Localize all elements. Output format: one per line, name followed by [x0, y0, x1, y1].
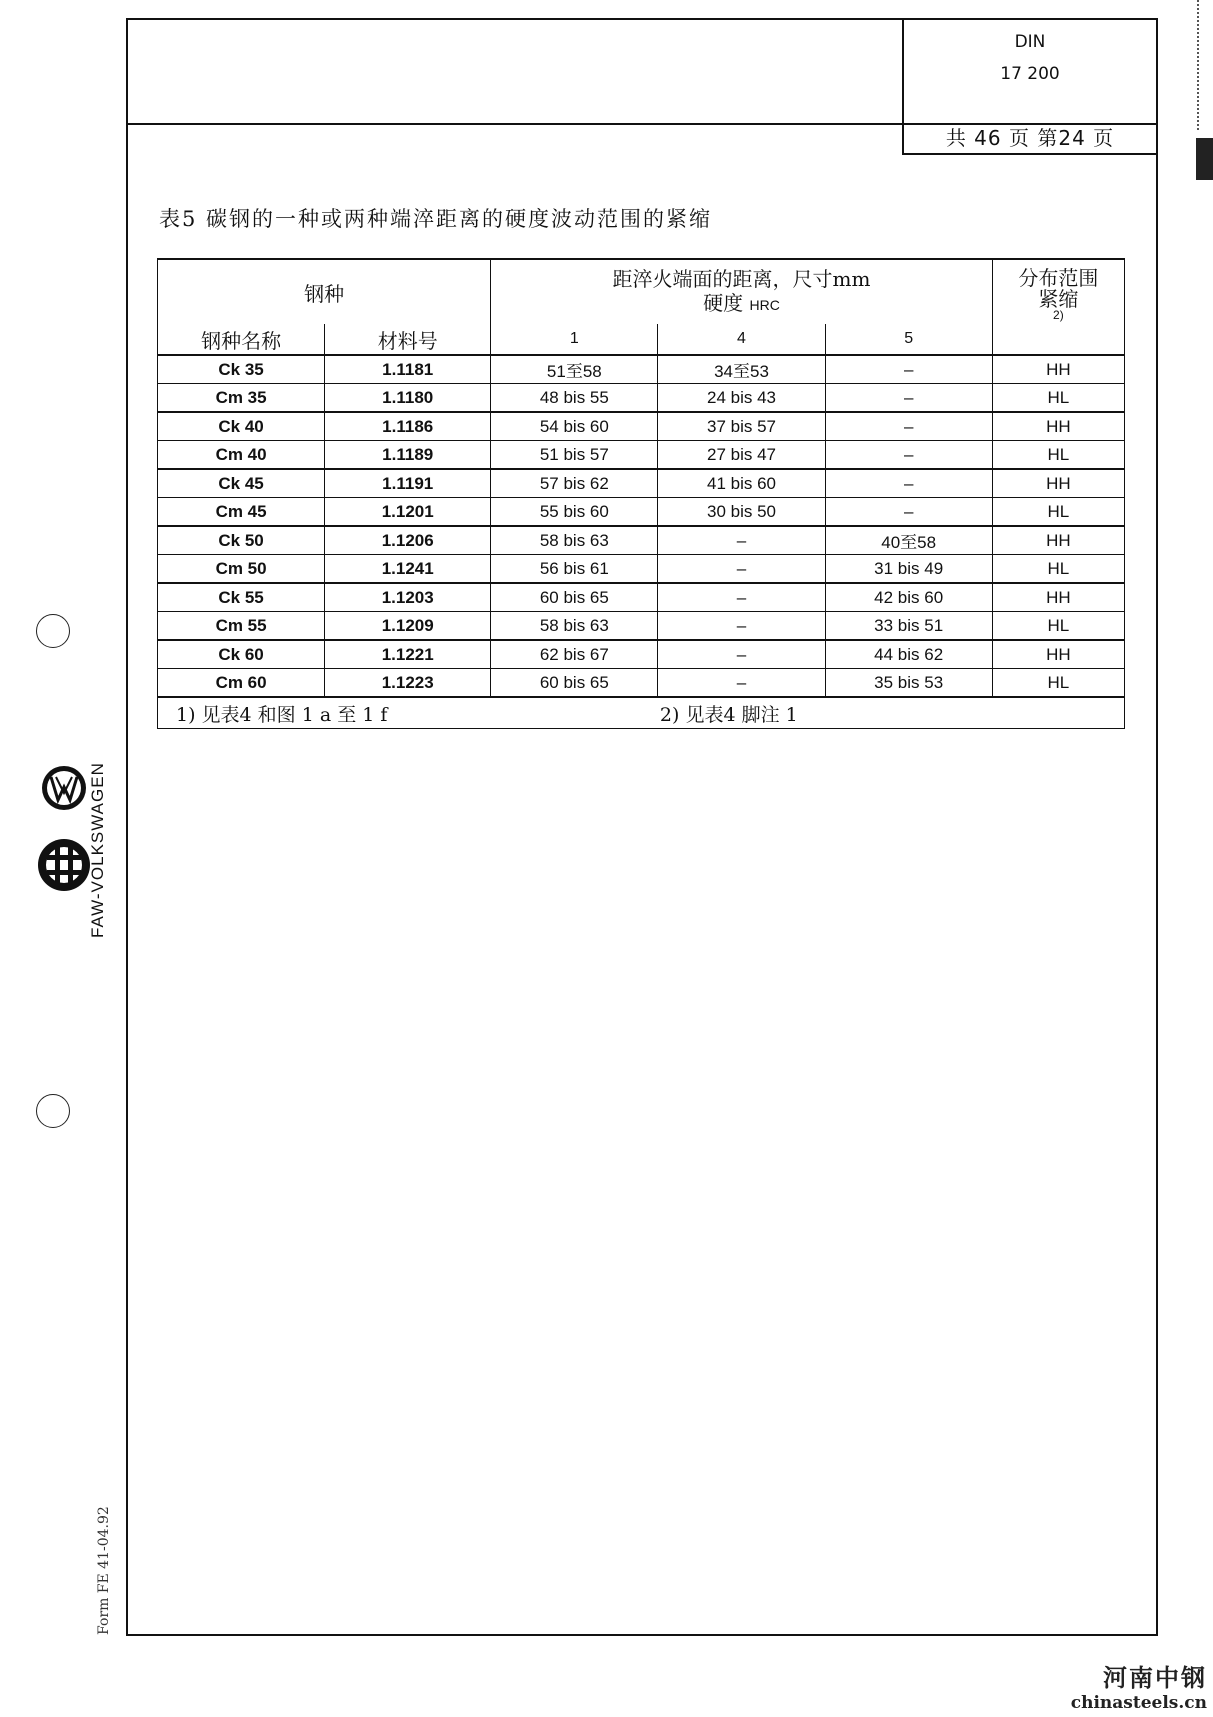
distance-1-cell: 60 bis 65: [491, 669, 658, 698]
table-row: [158, 526, 1125, 555]
table-row: [158, 498, 1125, 527]
distance-5-cell: –: [825, 412, 992, 441]
distance-4-cell: 30 bis 50: [658, 498, 825, 527]
din-number: 17 200: [1000, 64, 1060, 84]
watermark-line1: 河南中钢: [1103, 1663, 1207, 1692]
distance-4-cell: 41 bis 60: [658, 469, 825, 498]
spread-cell: HH: [992, 469, 1124, 498]
material-no-cell: 1.1186: [325, 412, 491, 441]
spread-cell: HH: [992, 526, 1124, 555]
steel-name-cell: Ck 60: [158, 640, 325, 669]
hardness-table: [157, 258, 1125, 729]
distance-4-cell: –: [658, 640, 825, 669]
footnote-1: 1) 见表4 和图 1 a 至 1 f: [158, 697, 658, 729]
distance-4-cell: 37 bis 57: [658, 412, 825, 441]
distance-5-cell: –: [825, 384, 992, 413]
steel-name-cell: Ck 35: [158, 355, 325, 384]
steel-name-cell: Ck 40: [158, 412, 325, 441]
footnote-2: 2) 见表4 脚注 1: [658, 697, 1125, 729]
form-code: Form FE 41-04.92: [96, 1506, 112, 1635]
material-no-cell: 1.1223: [325, 669, 491, 698]
table-row: [158, 583, 1125, 612]
distance-4-cell: –: [658, 583, 825, 612]
table-row: [158, 355, 1125, 384]
distance-4-cell: –: [658, 555, 825, 584]
steel-type-header: 钢种: [158, 259, 491, 324]
din-standard: [904, 26, 1156, 90]
spread-cell: HH: [992, 412, 1124, 441]
distance-4-cell: –: [658, 612, 825, 641]
spread-line2: 紧缩: [1038, 287, 1079, 311]
table-row: [158, 412, 1125, 441]
spread-header: [992, 259, 1124, 355]
steel-name-cell: Ck 45: [158, 469, 325, 498]
spread-cell: HH: [992, 355, 1124, 384]
scan-edge-mark: [1197, 0, 1209, 130]
brand-text: FAW-VOLKSWAGEN: [88, 762, 107, 938]
distance-1-cell: 58 bis 63: [491, 612, 658, 641]
material-no-cell: 1.1180: [325, 384, 491, 413]
table-title: 表5 碳钢的一种或两种端淬距离的硬度波动范围的紧缩: [159, 207, 713, 231]
spread-cell: HH: [992, 583, 1124, 612]
spread-line1: 分布范围: [1018, 266, 1099, 290]
distance-5-cell: –: [825, 498, 992, 527]
spread-note: 2): [1053, 308, 1064, 322]
din-label: DIN: [1014, 32, 1046, 52]
scan-edge-bar: [1196, 138, 1213, 180]
distance-1-cell: 48 bis 55: [491, 384, 658, 413]
distance-1-cell: 57 bis 62: [491, 469, 658, 498]
distance-5-cell: 33 bis 51: [825, 612, 992, 641]
distance-4-cell: 27 bis 47: [658, 441, 825, 470]
table-row: [158, 469, 1125, 498]
distance-5-cell: 35 bis 53: [825, 669, 992, 698]
distance-5-cell: –: [825, 469, 992, 498]
steel-name-cell: Cm 35: [158, 384, 325, 413]
table-row: [158, 669, 1125, 698]
table-row: [158, 612, 1125, 641]
table-row: [158, 384, 1125, 413]
distance-5-cell: 31 bis 49: [825, 555, 992, 584]
binder-hole-top: [36, 614, 70, 648]
distance-5-cell: –: [825, 355, 992, 384]
steel-name-cell: Ck 55: [158, 583, 325, 612]
spread-cell: HL: [992, 384, 1124, 413]
material-no-cell: 1.1241: [325, 555, 491, 584]
spread-cell: HL: [992, 441, 1124, 470]
watermark: [1071, 1658, 1207, 1713]
distance-5-cell: 44 bis 62: [825, 640, 992, 669]
steel-name-cell: Cm 50: [158, 555, 325, 584]
distance-4-header: 4: [658, 324, 825, 355]
distance-1-cell: 51 bis 57: [491, 441, 658, 470]
steel-name-cell: Cm 60: [158, 669, 325, 698]
table-row: [158, 640, 1125, 669]
distance-4-cell: 34至53: [658, 355, 825, 384]
distance-1-cell: 55 bis 60: [491, 498, 658, 527]
distance-1-header: 1: [491, 324, 658, 355]
distance-header: [491, 259, 993, 324]
distance-1-cell: 58 bis 63: [491, 526, 658, 555]
distance-4-cell: 24 bis 43: [658, 384, 825, 413]
hrc-label: HRC: [749, 297, 780, 313]
steel-name-cell: Cm 45: [158, 498, 325, 527]
material-no-cell: 1.1203: [325, 583, 491, 612]
page-info: 共 46 页 第24 页: [945, 126, 1115, 150]
spread-cell: HL: [992, 669, 1124, 698]
distance-4-cell: –: [658, 669, 825, 698]
distance-1-cell: 60 bis 65: [491, 583, 658, 612]
material-no-cell: 1.1209: [325, 612, 491, 641]
distance-1-cell: 62 bis 67: [491, 640, 658, 669]
spread-cell: HL: [992, 612, 1124, 641]
spread-cell: HL: [992, 555, 1124, 584]
material-no-cell: 1.1181: [325, 355, 491, 384]
distance-title: 距淬火端面的距离，尺寸mm: [612, 267, 871, 291]
distance-5-header: 5: [825, 324, 992, 355]
hardness-label: 硬度: [703, 291, 744, 315]
distance-1-cell: 54 bis 60: [491, 412, 658, 441]
material-no-cell: 1.1221: [325, 640, 491, 669]
din-header-box: [902, 20, 1156, 155]
spread-cell: HH: [992, 640, 1124, 669]
material-no-header: 材料号: [325, 324, 491, 355]
steel-name-cell: Cm 40: [158, 441, 325, 470]
distance-1-cell: 51至58: [491, 355, 658, 384]
steel-name-header: 钢种名称: [158, 324, 325, 355]
material-no-cell: 1.1206: [325, 526, 491, 555]
material-no-cell: 1.1191: [325, 469, 491, 498]
watermark-line2: chinasteels.cn: [1070, 1693, 1207, 1713]
table-row: [158, 555, 1125, 584]
distance-4-cell: –: [658, 526, 825, 555]
steel-name-cell: Cm 55: [158, 612, 325, 641]
material-no-cell: 1.1189: [325, 441, 491, 470]
spread-cell: HL: [992, 498, 1124, 527]
steel-name-cell: Ck 50: [158, 526, 325, 555]
distance-5-cell: 42 bis 60: [825, 583, 992, 612]
distance-1-cell: 56 bis 61: [491, 555, 658, 584]
distance-5-cell: 40至58: [825, 526, 992, 555]
table-row: [158, 441, 1125, 470]
binder-hole-bottom: [36, 1094, 70, 1128]
distance-5-cell: –: [825, 441, 992, 470]
material-no-cell: 1.1201: [325, 498, 491, 527]
